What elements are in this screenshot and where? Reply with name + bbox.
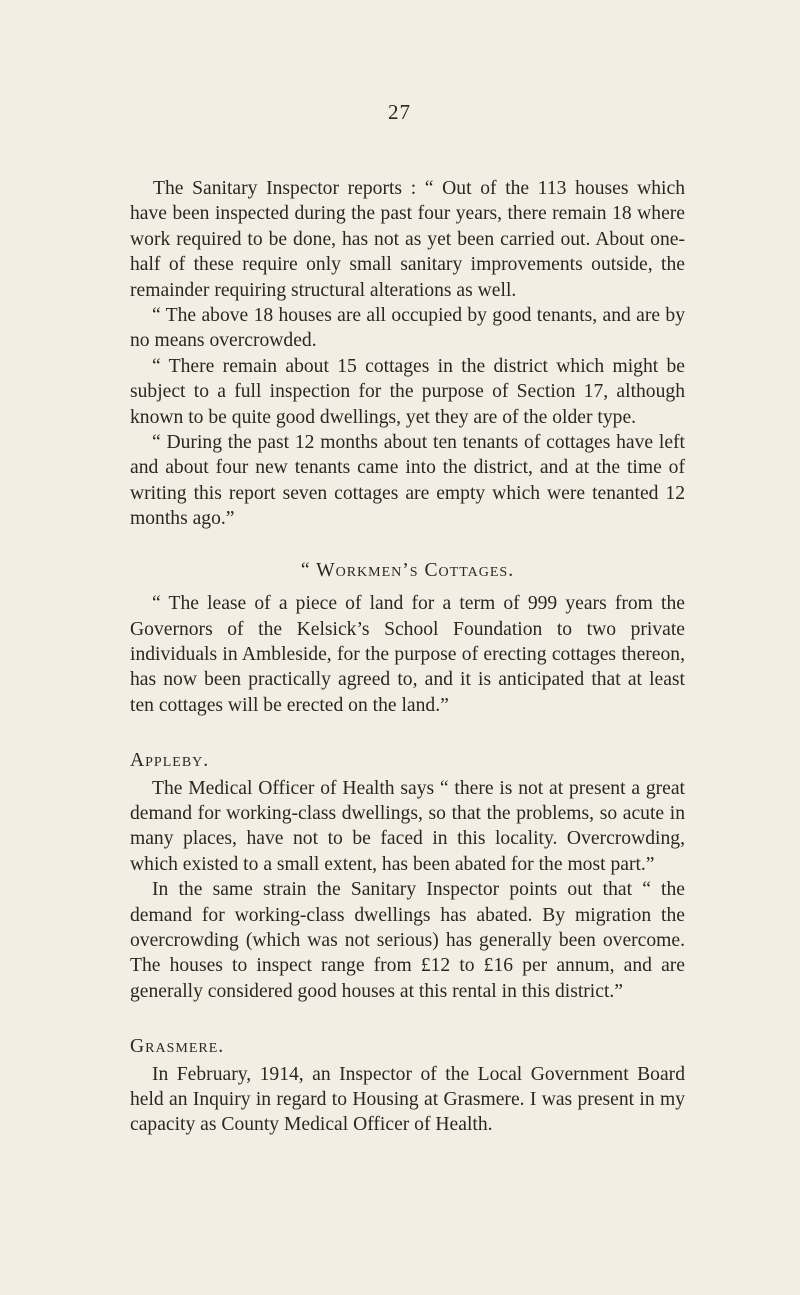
paragraph-appleby-sanitary-inspector: In the same strain the Sanitary Inspector points out that “ the demand for working-class dwellings has abated. By migration the overcrowding (which was not serious) has generally been overcome. The houses to inspect range from £12 to £16 per annum, and are generally considered good houses at this rental in this district.” [130,879,685,1002]
paragraph-tenants-movement: “ During the past 12 months about ten tenants of cottages have left and about four new tenants came into the district, and at the time of writing this report seven cottages are empty which were tenanted 12 months ago.” [130,432,685,530]
paragraph-houses-occupied: “ The above 18 houses are all occupied by good tenants, and are by no means overcrowded. [130,305,685,352]
heading-grasmere: Grasmere. [130,1036,225,1058]
paragraph-inspector-report: The Sanitary Inspector reports : “ Out of the 113 houses which have been inspected during the past four years, there remain 18 where work required to be done, has not as yet been carried out. About one-half of these require only small sanitary improvements outside, the remainder requiring structural alterations as well. [130,178,685,301]
paragraph-cottages-remain: “ There remain about 15 cottages in the district which might be subject to a full inspection for the purpose of Section 17, although known to be quite good dwellings, yet they are of the older type. [130,355,685,428]
heading-workmens-cottages: “ Workmen’s Cottages. [300,559,515,581]
page-number: 27 [388,100,411,124]
paragraph-grasmere-inquiry: In February, 1914, an Inspector of the Local Government Board held an Inquiry in regard to Housing at Grasmere. I was present in my capacity as County Medical Officer of Health. [130,1063,685,1136]
heading-appleby: Appleby. [130,750,210,772]
document-body [130,176,685,1138]
paragraph-appleby-medical-officer: The Medical Officer of Health says “ there is not at present a great demand for working-class dwellings, so that the problems, so acute in many places, have not to be faced in this locality. Overcrowding, which existed to a small extent, has been abated for the most part.” [130,777,685,875]
paragraph-lease-of-land: “ The lease of a piece of land for a term of 999 years from the Governors of the Kelsick’s School Foundation to two private individuals in Ambleside, for the purpose of erecting cottages thereon, has now been practically agreed to, and it is anticipated that at least ten cottages will be erected on the land.” [130,593,685,716]
